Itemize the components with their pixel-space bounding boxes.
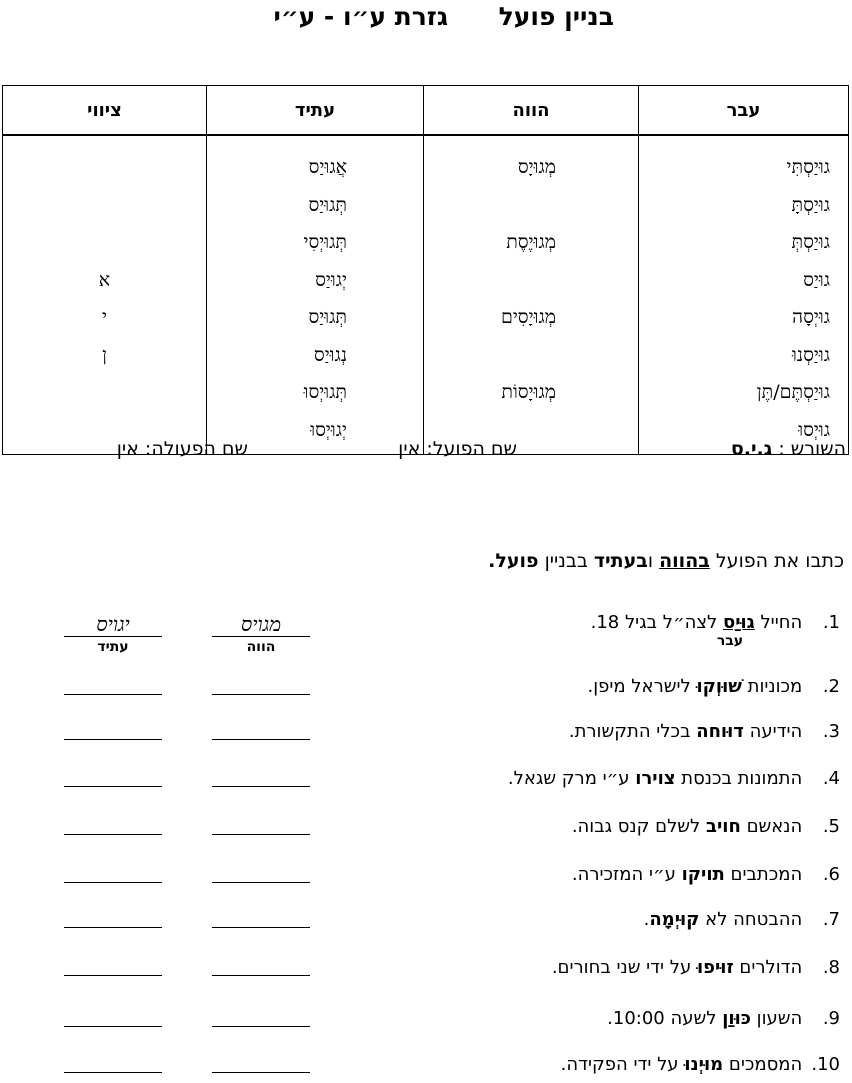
- cell-future: נְגוּיַס: [207, 337, 424, 375]
- cell-future: יְגוּיְסוּ: [207, 412, 424, 455]
- page-title: [0, 0, 852, 40]
- root-line: [0, 438, 852, 466]
- exercise-number: 3.: [822, 721, 840, 742]
- exercise-text-after: ע״י מרק שגאל.: [507, 768, 636, 789]
- cell-imperative: י: [3, 299, 207, 337]
- instructions: [488, 550, 844, 572]
- future-answer-line[interactable]: [64, 975, 162, 976]
- future-answer-line[interactable]: [64, 1026, 162, 1027]
- exercise-tense-label: עבר: [716, 633, 744, 649]
- present-answer-line[interactable]: [212, 786, 310, 787]
- title-binyan: בניין פועל: [498, 2, 614, 31]
- cell-present: [424, 262, 639, 300]
- cell-future: תְּגוּיַס: [207, 299, 424, 337]
- cell-imperative: ן: [3, 337, 207, 375]
- cell-present: [424, 187, 639, 225]
- instr-mid: בבניין: [538, 550, 594, 572]
- exercise-item: [572, 864, 840, 885]
- cell-past: גוּיַסְנוּ: [639, 337, 849, 375]
- future-answer-line[interactable]: [64, 739, 162, 740]
- exercise-item: [552, 957, 840, 978]
- instr-future: בעתיד: [593, 550, 648, 572]
- exercise-text-before: ההבטחה לא: [699, 909, 803, 930]
- exercise-number: 10.: [811, 1054, 840, 1075]
- example-present-label: הווה: [246, 639, 276, 655]
- exercise-text-before: הנאשם: [740, 816, 803, 837]
- cell-future: אֲגוּיַס: [207, 135, 424, 187]
- exercise-number: 2.: [822, 676, 840, 697]
- future-answer-line[interactable]: [64, 834, 162, 835]
- example-future-answer: יגויס: [64, 612, 162, 637]
- example-future-column: [64, 612, 162, 655]
- exercise-verb: צוירו: [635, 768, 676, 789]
- exercise-number: 1.: [822, 612, 840, 633]
- exercise-number: 7.: [822, 909, 840, 930]
- exercise-number: 4.: [822, 768, 840, 789]
- exercise-item: [587, 676, 840, 697]
- header-past: עבר: [639, 86, 849, 136]
- exercise-text-after: על ידי שני בחורים.: [551, 957, 697, 978]
- cell-imperative: א: [3, 262, 207, 300]
- exercise-item: [561, 1054, 840, 1075]
- exercise-verb: מוּיְנוּ: [684, 1054, 724, 1075]
- exercise-text-after: .: [643, 909, 650, 930]
- table-row: [3, 135, 849, 187]
- title-gizra: גזרת ע״ו - ע״י: [273, 2, 448, 31]
- exercise-text-after: ע״י המזכירה.: [571, 864, 682, 885]
- cell-future: יְגוּיַס: [207, 262, 424, 300]
- cell-present: מְגוּיָסִים: [424, 299, 639, 337]
- root-info: [731, 438, 846, 460]
- exercise-text-before: הדולרים: [733, 957, 803, 978]
- conjugation-table: [2, 85, 849, 455]
- cell-past: גוּיַסְתֶּם/תֶּן: [639, 374, 849, 412]
- action-noun-info: שם הפעולה: אין: [116, 438, 248, 460]
- cell-future: תְּגוּיַס: [207, 187, 424, 225]
- cell-imperative: [3, 224, 207, 262]
- exercise-text-before: החייל: [754, 612, 803, 633]
- exercise-verb: קוּיְמָה: [649, 909, 700, 930]
- present-answer-line[interactable]: [212, 927, 310, 928]
- cell-imperative: [3, 374, 207, 412]
- exercise-verb: זוּיפוּ: [696, 957, 734, 978]
- future-answer-line[interactable]: [64, 927, 162, 928]
- cell-past: גוּיַסְתִּי: [639, 135, 849, 187]
- exercise-number: 5.: [822, 816, 840, 837]
- future-answer-line[interactable]: [64, 694, 162, 695]
- table-row: [3, 299, 849, 337]
- exercise-verb: גוּיַס: [722, 612, 755, 633]
- present-answer-line[interactable]: [212, 1072, 310, 1073]
- exercise-text-before: המכתבים: [724, 864, 803, 885]
- present-answer-line[interactable]: [212, 882, 310, 883]
- exercise-item: [644, 909, 840, 930]
- exercise-text-after: בכלי התקשורת.: [568, 721, 697, 742]
- exercise-item: [508, 768, 840, 789]
- present-answer-line[interactable]: [212, 739, 310, 740]
- present-answer-line[interactable]: [212, 1026, 310, 1027]
- exercise-text-after: לשעה 10:00.: [607, 1008, 723, 1029]
- cell-past: גוּיְסוּ: [639, 412, 849, 455]
- cell-past: גוּיַסְתְּ: [639, 224, 849, 262]
- cell-present: [424, 337, 639, 375]
- exercise-text-after: על ידי הפקידה.: [560, 1054, 685, 1075]
- present-answer-line[interactable]: [212, 694, 310, 695]
- cell-present: מְגוּיֶסֶת: [424, 224, 639, 262]
- cell-past: גוּיַסְתָּ: [639, 187, 849, 225]
- exercise-text-before: הידיעה: [743, 721, 803, 742]
- instr-and: ו: [647, 550, 660, 572]
- table-row: [3, 224, 849, 262]
- infinitive-info: שם הפועל: אין: [398, 438, 517, 460]
- future-answer-line[interactable]: [64, 1072, 162, 1073]
- exercise-number: 6.: [822, 864, 840, 885]
- cell-future: תְּגוּיְסִי: [207, 224, 424, 262]
- cell-past: גוּיְסָה: [639, 299, 849, 337]
- header-future: עתיד: [207, 86, 424, 136]
- root-value: ג.י.ס: [730, 438, 773, 460]
- cell-imperative: [3, 135, 207, 187]
- table-header-row: [3, 86, 849, 136]
- cell-past: גוּיַס: [639, 262, 849, 300]
- instr-present: בהווה: [659, 550, 710, 572]
- present-answer-line[interactable]: [212, 834, 310, 835]
- instr-binyan: פועל.: [488, 550, 539, 572]
- instr-prefix: כתבו את הפועל: [709, 550, 844, 572]
- table-row: [3, 374, 849, 412]
- exercise-verb: חויב: [706, 816, 741, 837]
- exercise-item: [569, 721, 840, 742]
- example-present-answer: מגויס: [212, 612, 310, 637]
- cell-present: מְגוּיָסוֹת: [424, 374, 639, 412]
- root-label: השורש :: [778, 438, 846, 460]
- header-present: הווה: [424, 86, 639, 136]
- exercise-number: 9.: [822, 1008, 840, 1029]
- exercise-text-before: מכוניות: [741, 676, 803, 697]
- exercise-verb: כּוּוַן: [722, 1008, 751, 1029]
- exercise-text-before: התמונות בכנסת: [675, 768, 803, 789]
- table-row: [3, 262, 849, 300]
- exercise-item: [591, 612, 840, 649]
- example-future-label: עתיד: [97, 639, 129, 655]
- exercise-verb: תויקו: [681, 864, 725, 885]
- exercise-verb: שׁוּוְקוּ: [696, 676, 742, 697]
- cell-future: תְּגוּיְסוּ: [207, 374, 424, 412]
- present-answer-line[interactable]: [212, 975, 310, 976]
- example-present-column: [212, 612, 310, 655]
- cell-present: מְגוּיָס: [424, 135, 639, 187]
- exercise-number: 8.: [822, 957, 840, 978]
- cell-imperative: [3, 187, 207, 225]
- exercise-text-before: המסמכים: [723, 1054, 803, 1075]
- table-row: [3, 187, 849, 225]
- header-imperative: ציווי: [3, 86, 207, 136]
- exercise-text-after: לשלם קנס גבוה.: [571, 816, 707, 837]
- exercise-text-before: השעון: [750, 1008, 803, 1029]
- exercise-verb: דוּוחה: [696, 721, 744, 742]
- future-answer-line[interactable]: [64, 882, 162, 883]
- exercise-item: [572, 816, 840, 837]
- table-row: [3, 337, 849, 375]
- exercise-text-after: לישראל מיפן.: [587, 676, 697, 697]
- exercise-text-after: לצה״ל בגיל 18.: [590, 612, 723, 633]
- exercise-item: [607, 1008, 840, 1029]
- conjugation-body: [3, 135, 849, 455]
- future-answer-line[interactable]: [64, 786, 162, 787]
